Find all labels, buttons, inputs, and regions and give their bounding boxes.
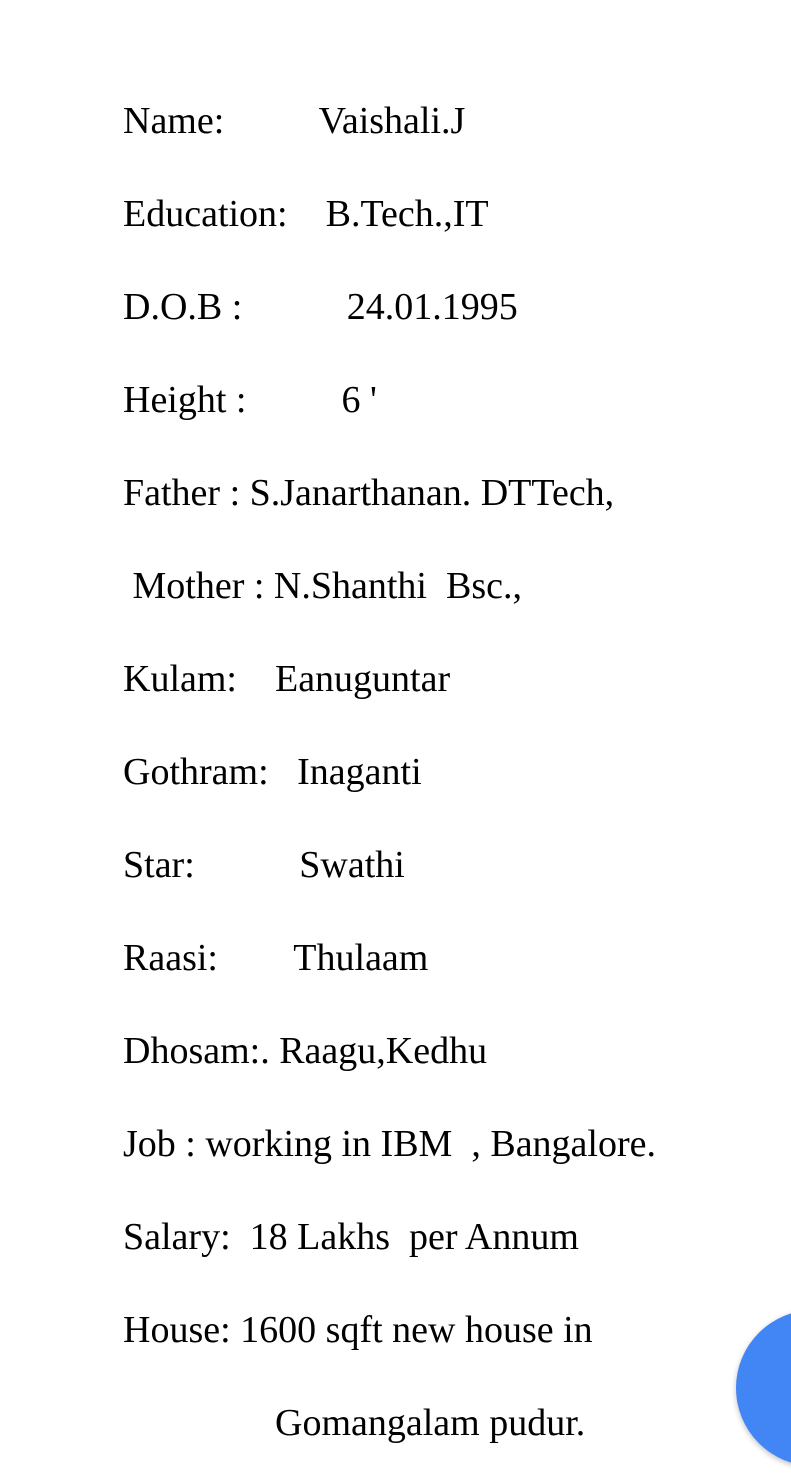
star-line: Star: Swathi xyxy=(123,844,405,886)
kulam-line: Kulam: Eanuguntar xyxy=(123,658,451,700)
height-line: Height : 6 ' xyxy=(123,379,377,421)
salary-line: Salary: 18 Lakhs per Annum xyxy=(123,1216,579,1258)
raasi-line: Raasi: Thulaam xyxy=(123,937,429,979)
dhosam-line: Dhosam:. Raagu,Kedhu xyxy=(123,1030,488,1072)
job-line: Job : working in IBM , Bangalore. xyxy=(123,1123,657,1165)
dob-line: D.O.B : 24.01.1995 xyxy=(123,286,518,328)
house-line: House: 1600 sqft new house in xyxy=(123,1309,593,1351)
name-line: Name: Vaishali.J xyxy=(123,100,466,142)
house-location-line: Gomangalam pudur. xyxy=(123,1402,586,1444)
mother-line: Mother : N.Shanthi Bsc., xyxy=(123,565,522,607)
gothram-line: Gothram: Inaganti xyxy=(123,751,422,793)
education-line: Education: B.Tech.,IT xyxy=(123,193,489,235)
father-line: Father : S.Janarthanan. DTTech, xyxy=(123,472,615,514)
